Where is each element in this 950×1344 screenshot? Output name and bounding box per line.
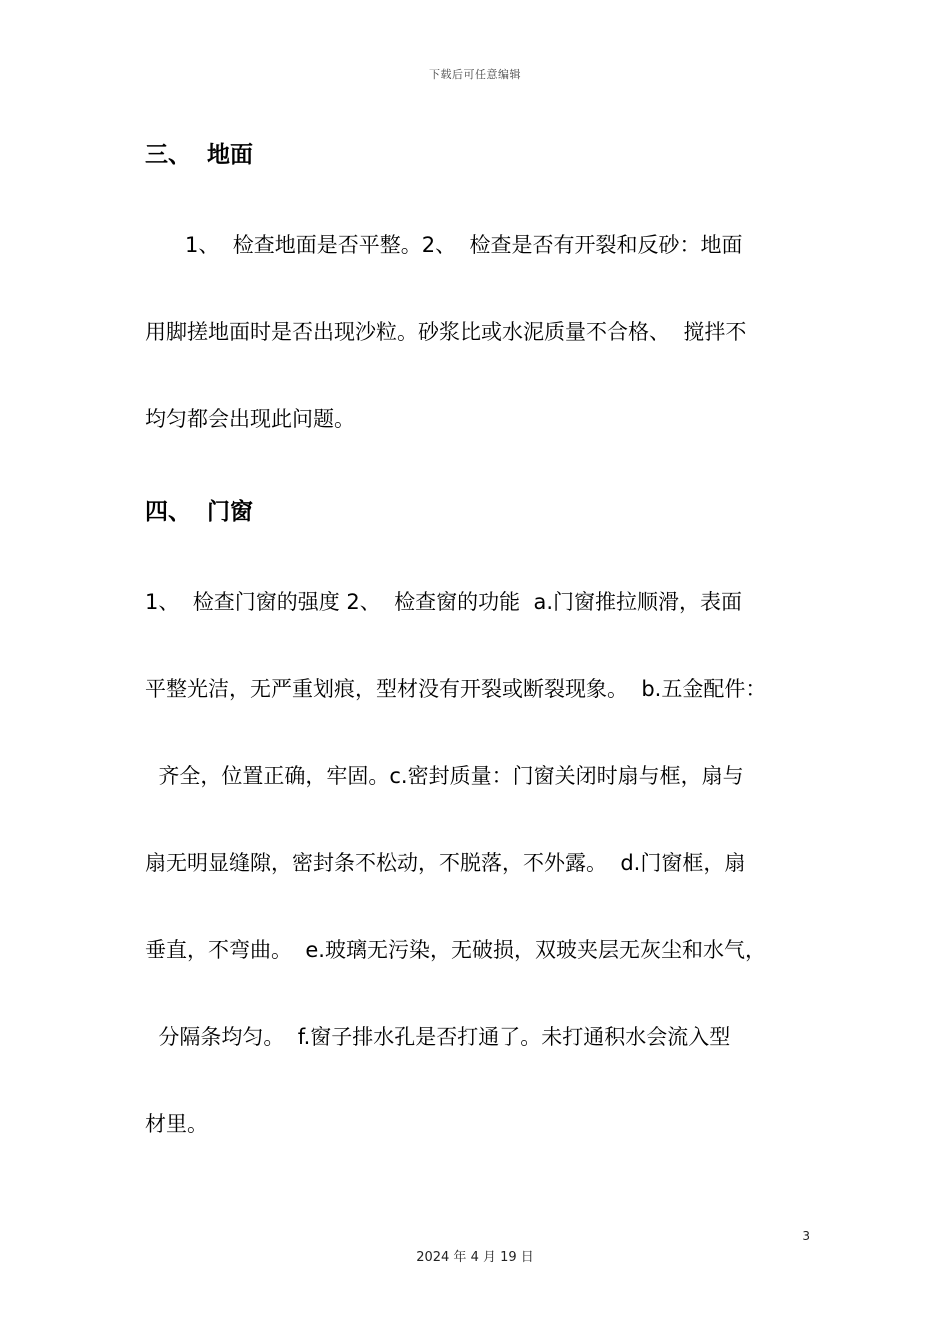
paragraph-line: 1、 检查门窗的强度 2、 检查窗的功能 a.门窗推拉顺滑，表面 <box>145 590 742 614</box>
page-number: 3 <box>802 1229 810 1243</box>
paragraph-line: 齐全，位置正确，牢固。c.密封质量：门窗关闭时扇与框，扇与 <box>145 764 744 788</box>
paragraph-line: 平整光洁，无严重划痕，型材没有开裂或断裂现象。 b.五金配件： <box>145 677 767 701</box>
paragraph-line: 分隔条均匀。 f.窗子排水孔是否打通了。未打通积水会流入型 <box>145 1025 731 1049</box>
section-heading-ground: 三、 地面 <box>145 142 254 168</box>
section-heading-doors-windows: 四、 门窗 <box>145 499 254 525</box>
footer-date: 2024 年 4 月 19 日 <box>416 1250 534 1265</box>
paragraph-line: 用脚搓地面时是否出现沙粒。砂浆比或水泥质量不合格、 搅拌不 <box>145 320 747 344</box>
paragraph-line: 材里。 <box>145 1112 208 1136</box>
paragraph-line: 均匀都会出现此问题。 <box>145 407 355 431</box>
paragraph-line: 垂直，不弯曲。 e.玻璃无污染，无破损，双玻夹层无灰尘和水气， <box>145 938 766 962</box>
paragraph-line: 扇无明显缝隙，密封条不松动，不脱落，不外露。 d.门窗框，扇 <box>145 851 746 875</box>
page-header: 下载后可任意编辑 <box>429 68 521 81</box>
paragraph-line: 1、 检查地面是否平整。2、 检查是否有开裂和反砂：地面 <box>145 233 743 257</box>
